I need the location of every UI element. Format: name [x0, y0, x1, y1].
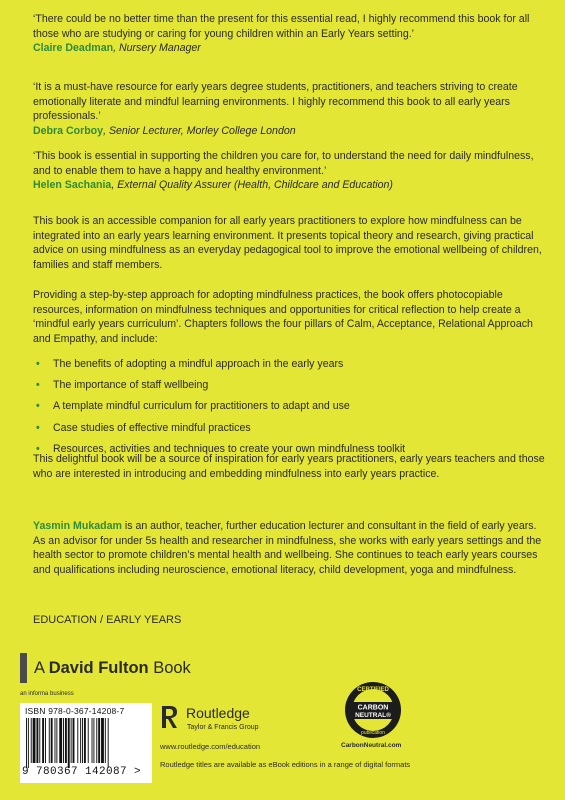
quote-author: Claire Deadman: [33, 42, 114, 55]
carbon-certified: CERTIFIED: [357, 687, 389, 693]
barcode-bar: [55, 718, 56, 763]
barcode-bar: [105, 718, 106, 763]
barcode-bar: [108, 718, 109, 768]
description-para-2: Providing a step-by-step approach for adopting mindfulness practices, the book offers photocopiable resources, information on mindfulness techniques and opportunities for critical reflection to help create a ‘mindful early years curriculum’. Chapters follows the four pillars of Calm, Acceptance, Relational Approach and Empathy, and include:: [33, 289, 533, 345]
barcode-bar: [82, 718, 83, 763]
list-item: • Case studies of effective mindful practices: [36, 421, 251, 434]
barcode-bar: [101, 718, 104, 763]
bullet-icon: •: [36, 421, 40, 434]
barcode-bar: [65, 718, 67, 763]
barcode-bar: [71, 718, 72, 763]
imprint-name: David Fulton: [48, 659, 149, 677]
carbon-title: CARBON: [357, 704, 389, 712]
quote-role: , Nursery Manager: [113, 42, 201, 55]
quote-1: [33, 12, 545, 56]
barcode-bar: [93, 718, 94, 763]
description-para-3: This delightful book will be a source of inspiration for early years practitioners, early years teachers and those who are interested in introducing and embedding mindfulness into early years practice.: [33, 453, 545, 480]
list-item: • The importance of staff wellbeing: [36, 379, 209, 392]
barcode-bar: [56, 718, 57, 763]
barcode-bar: [92, 718, 93, 763]
barcode-bar: [39, 718, 40, 763]
barcode-digits: 9 780367 142087 >: [22, 766, 142, 778]
author-bio: [33, 519, 545, 577]
barcode-bar: [84, 718, 86, 763]
publisher-url: www.routledge.com/education: [160, 742, 261, 751]
barcode-bar: [88, 718, 89, 763]
carbon-publication: publication: [361, 730, 385, 736]
category-label: EDUCATION / EARLY YEARS: [33, 614, 182, 626]
quote-3: [33, 149, 545, 193]
barcode-bar: [28, 718, 29, 768]
bullet-icon: •: [36, 400, 40, 413]
barcode-bar: [45, 718, 46, 763]
barcode: [20, 703, 152, 783]
list-item: • The benefits of adopting a mindful approach in the early years: [36, 358, 344, 370]
barcode-bar: [63, 718, 64, 763]
barcode-bar: [51, 718, 53, 763]
quote-2: [33, 80, 545, 138]
author-name: Yasmin Mukadam: [33, 520, 122, 532]
barcode-bar: [49, 718, 50, 763]
quote-attribution: [33, 41, 545, 56]
bullet-icon: •: [36, 442, 40, 455]
isbn-label: ISBN 978-0-367-14208-7: [25, 706, 125, 716]
barcode-bar: [33, 718, 36, 763]
barcode-bar: [73, 718, 75, 763]
list-item: • Resources, activities and techniques to create your own mindfulness toolkit: [36, 442, 406, 455]
feature-list-container: [33, 357, 545, 463]
quote-text: ‘It is a must-have resource for early years degree students, practitioners, and teachers striving to create emotionally literate and mindful learning environments. I highly recommend this book to all early years professionals.’: [33, 81, 518, 123]
quote-attribution: [33, 178, 545, 193]
imprint-bar: [20, 653, 27, 683]
barcode-bar: [98, 718, 100, 763]
quote-role: , Senior Lecturer, Morley College London: [103, 124, 296, 137]
barcode-bar: [80, 718, 81, 763]
barcode-bar: [42, 718, 44, 763]
barcode-bar: [31, 718, 32, 763]
bullet-icon: •: [36, 379, 40, 392]
barcode-bar: [96, 718, 97, 763]
imprint-logo: A David Fulton Book: [20, 653, 191, 683]
routledge-logo-icon: [160, 704, 180, 730]
quote-author: Debra Corboy: [33, 124, 104, 137]
description-para-1: This book is an accessible companion for all early years practitioners to explore how mindfulness can be integrated into an early years learning environment. It presents topical theory and research, giving practical advice on using mindfulness as an everyday pedagogical tool to improve the emotional wellbeing of children, families and staff members.: [33, 215, 542, 271]
quote-author: Helen Sachania: [33, 179, 112, 192]
carbon-url: CarbonNeutral.com: [341, 742, 402, 749]
barcode-bar: [77, 718, 78, 763]
barcode-bar: [68, 718, 70, 768]
list-item: • A template mindful curriculum for practitioners to adapt and use: [36, 400, 350, 413]
author-bio-text: is an author, teacher, further education lecturer and consultant in the field of early years. As an advisor for under 5s health and researcher in mindfulness, she works with early years settings and the health sector to promote children’s mental health and wellbeing. She continues to teach early years courses and qualifications including neuroscience, emotional literacy, child development, yoga and mindfulness.: [33, 520, 542, 576]
barcode-bars: [26, 718, 146, 768]
barcode-bar: [26, 718, 27, 768]
publisher-name: Routledge: [186, 705, 250, 721]
quote-role: , External Quality Assurer (Health, Childcare and Education): [111, 179, 393, 192]
barcode-bar: [59, 718, 62, 763]
feature-list: [33, 357, 545, 456]
carbon-subtitle: NEUTRAL®: [355, 712, 391, 719]
quote-attribution: [33, 124, 545, 139]
carbon-neutral-badge-icon: [343, 679, 403, 741]
informa-label: an informa business: [20, 691, 74, 697]
barcode-bar: [36, 718, 38, 763]
ebook-footnote: Routledge titles are available as eBook editions in a range of digital formats: [160, 760, 411, 769]
quote-text: ‘This book is essential in supporting the children you care for, to understand the need for daily mindfulness, and to enable them to have a happy and healthy environment.’: [33, 150, 534, 177]
bullet-icon: •: [36, 358, 40, 370]
publisher-group: Taylor & Francis Group: [187, 724, 259, 731]
quote-text: ‘There could be no better time than the present for this essential read, I highly recommend this book for all those who are studying or caring for young children within an Early Years setting.’: [33, 13, 530, 40]
